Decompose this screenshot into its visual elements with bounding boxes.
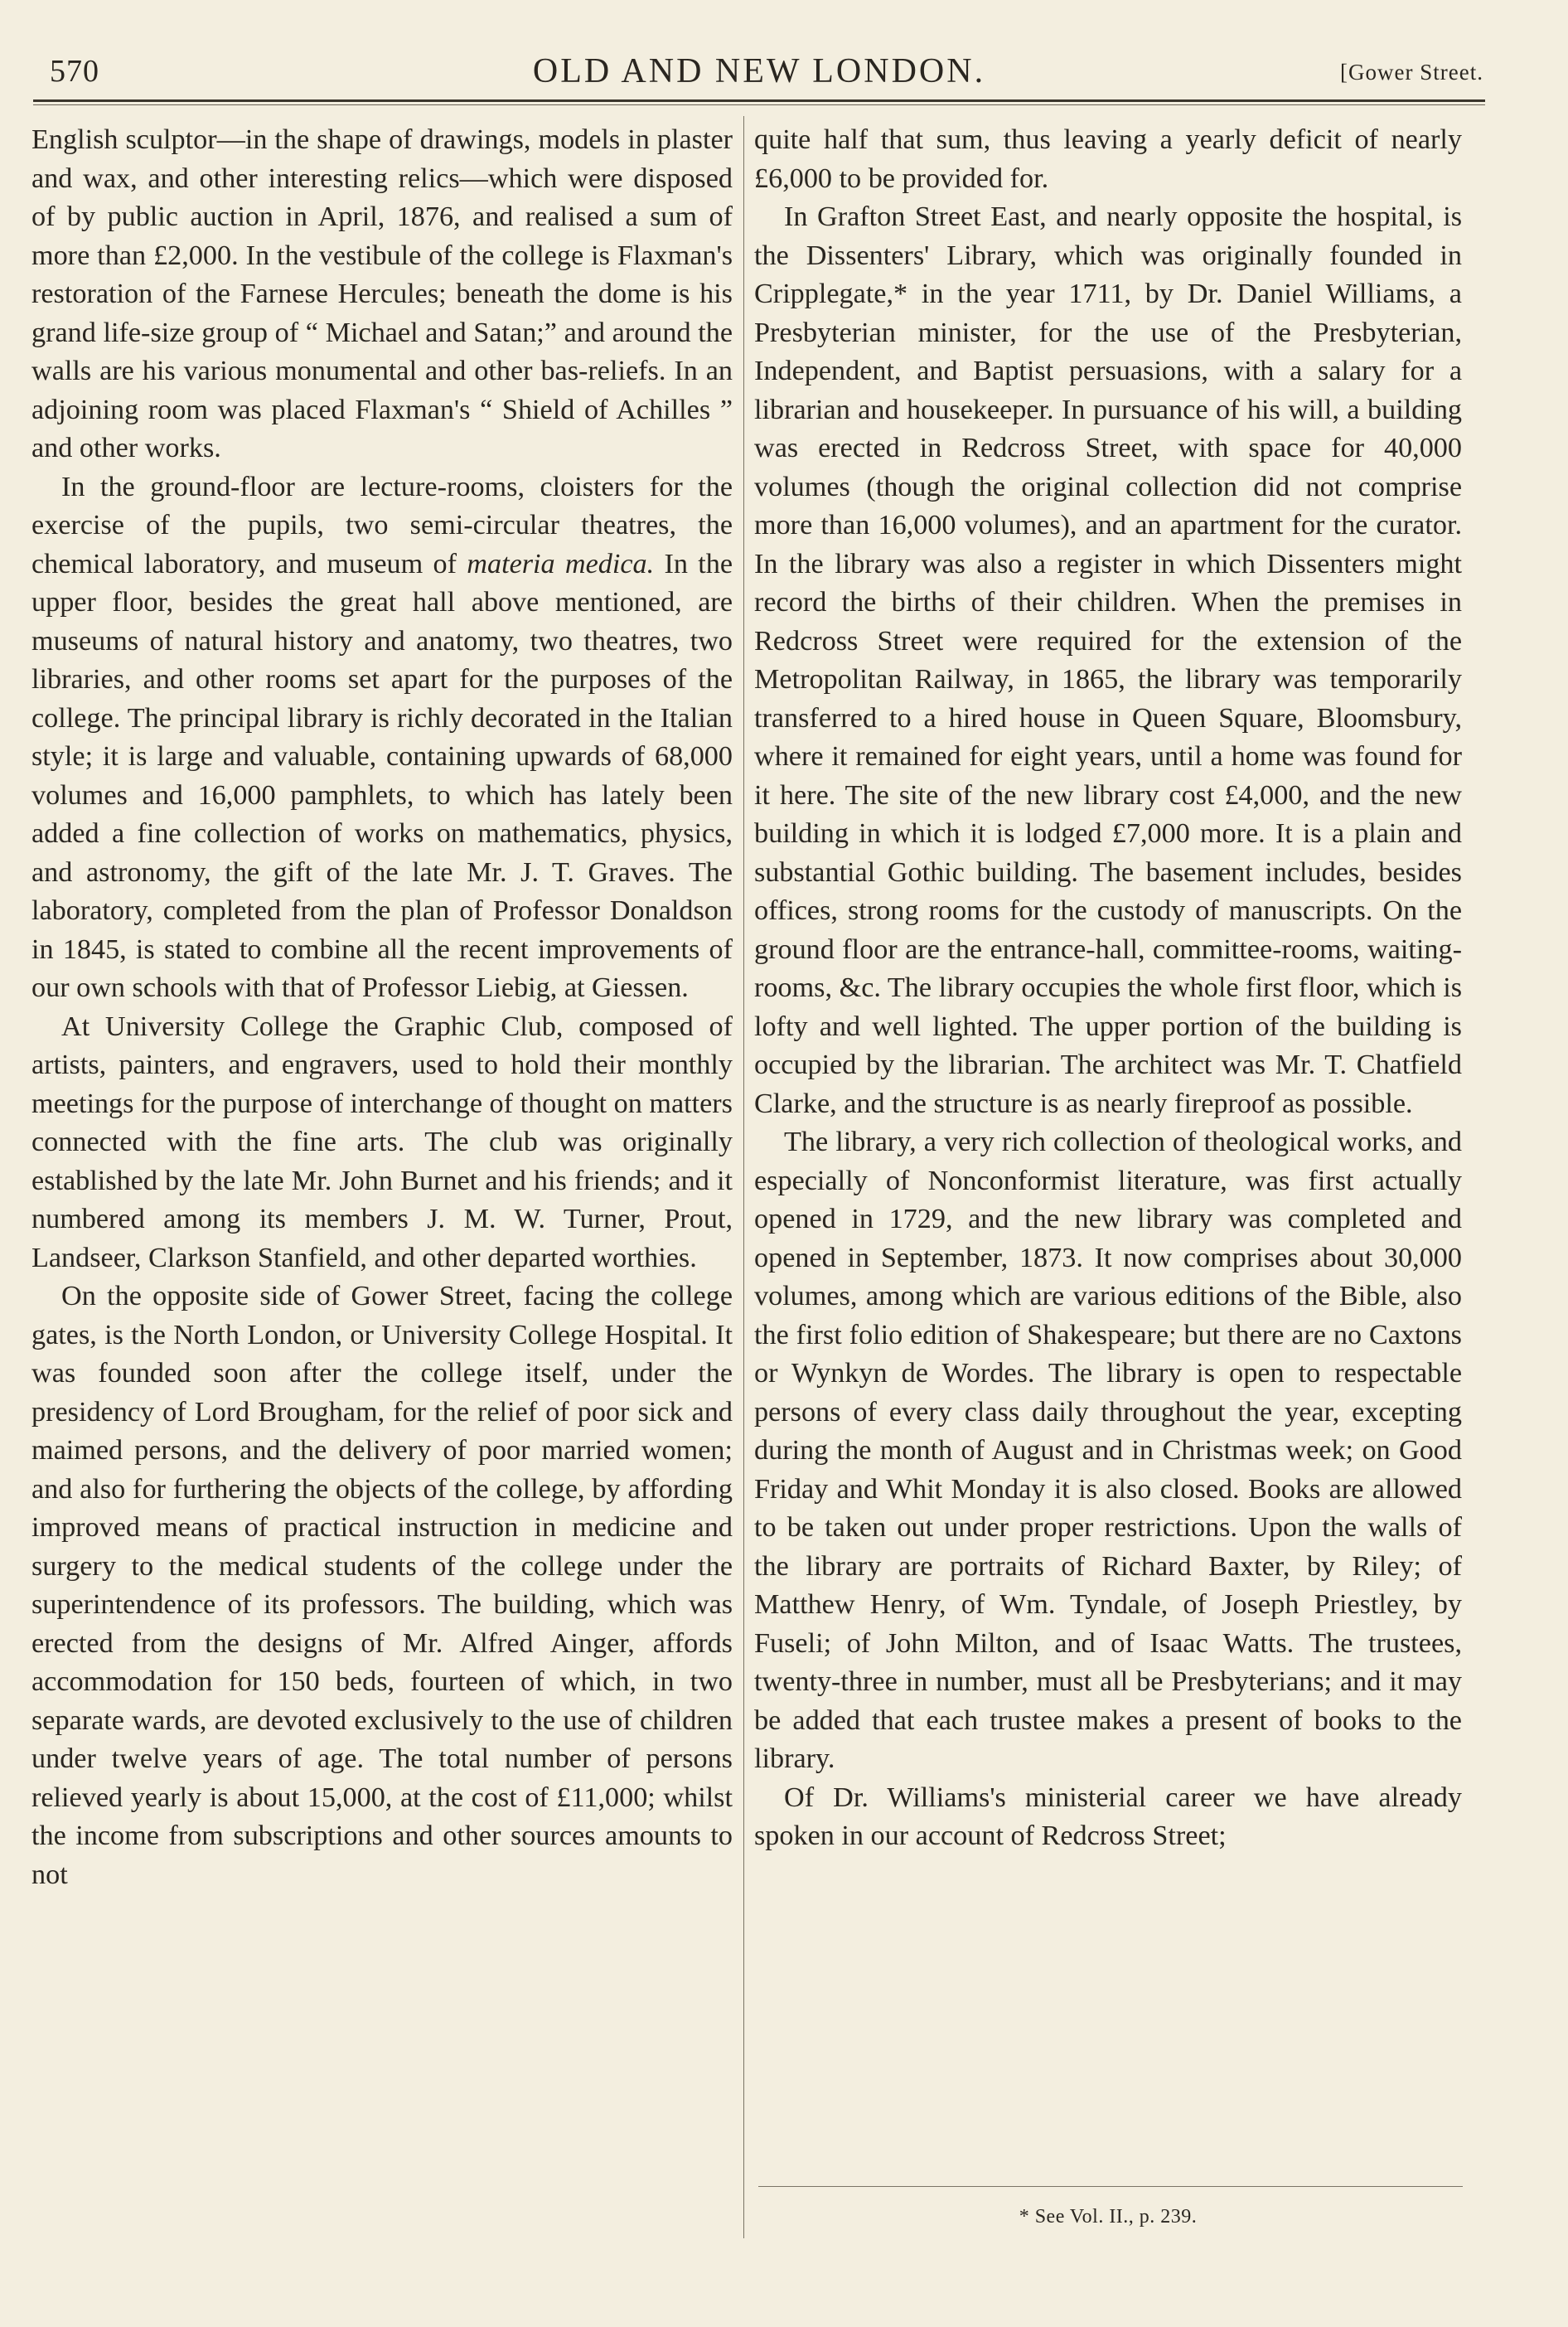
running-title: OLD AND NEW LONDON. (532, 52, 986, 90)
page-number: 570 (50, 54, 99, 89)
paragraph: quite half that sum, thus leaving a yearly deficit of nearly £6,000 to be provided for. (754, 124, 1462, 194)
paragraph (31, 468, 733, 1008)
paragraph: Of Dr. Williams's ministerial career we have already spoken in our account of Redcross Street; (754, 1782, 1462, 1851)
paragraph: At University College the Graphic Club, composed of artists, painters, and engravers, used to hold their monthly meetings for the purpose of interchange of thought on matters connected with the fine arts. The club was originally established by the late Mr. John Burnet and his friends; and it numbered among its members J. M. W. Turner, Prout, Landseer, Clarkson Stanfield, and other departed worthies. (31, 1011, 733, 1273)
paragraph: In Grafton Street East, and nearly opposite the hospital, is the Dissenters' Library, which was originally founded in Cripplegate,* in the year 1711, by Dr. Daniel Williams, a Presbyterian minister, for the use of the Presbyterian, Independent, and Baptist persuasions, with a salary for a librarian and housekeeper. In pursuance of his will, a building was erected in Redcross Street, with space for 40,000 volumes (though the original collection did not comprise more than 16,000 volumes), and an apartment for the curator. In the library was also a register in which Dissenters might record the births of their children. When the premises in Redcross Street were required for the extension of the Metropolitan Railway, in 1865, the library was temporarily transferred to a hired house in Queen Square, Bloomsbury, where it remained for eight years, until a home was found for it here. The site of the new library cost £4,000, and the new building in which it is lodged £7,000 more. It is a plain and substantial Gothic building. The basement includes, besides offices, strong rooms for the custody of manuscripts. On the ground floor are the entrance-hall, committee-rooms, waiting-rooms, &c. The library occupies the whole first floor, which is lofty and well lighted. The upper portion of the building is occupied by the librarian. The architect was Mr. T. Chatfield Clarke, and the structure is as nearly fireproof as possible. (754, 201, 1462, 1119)
paragraph-text: In the ground-floor are lecture-rooms, cloisters for the exercise of the pupils, two semi-circular theatres, the chemical laboratory, and museum of (31, 471, 733, 579)
column-divider (743, 116, 744, 2238)
paragraph: English sculptor—in the shape of drawings, models in plaster and wax, and other interesting relics—which were disposed of by public auction in April, 1876, and realised a sum of more than £2,000. In the vestibule of the college is Flaxman's restoration of the Farnese Hercules; beneath the dome is his grand life-size group of “ Michael and Satan;” and around the walls are his various monumental and other bas-reliefs. In an adjoining room was placed Flaxman's “ Shield of Achilles ” and other works. (31, 124, 733, 463)
paragraph-text: In the upper floor, besides the great hall above mentioned, are museums of natural history and anatomy, two theatres, two libraries, and other rooms set apart for the purposes of the college. The principal library is richly decorated in the Italian style; it is large and valuable, containing upwards of 68,000 volumes and 16,000 pamphlets, to which has lately been added a fine collection of works on mathematics, physics, and astronomy, the gift of the late Mr. J. T. Graves. The laboratory, completed from the plan of Professor Donaldson in 1845, is stated to combine all the recent improvements of our own schools with that of Professor Liebig, at Giessen. (31, 548, 733, 1003)
paragraph: On the opposite side of Gower Street, facing the college gates, is the North London, or University College Hospital. It was founded soon after the college itself, under the presidency of Lord Brougham, for the relief of poor sick and maimed persons, and the delivery of poor married women; and also for furthering the objects of the college, by affording improved means of practical instruction in medicine and surgery to the medical students of the college under the superintendence of its professors. The building, which was erected from the designs of Mr. Alfred Ainger, affords accommodation for 150 beds, fourteen of which, in two separate wards, are devoted exclusively to the use of children under twelve years of age. The total number of persons relieved yearly is about 15,000, at the cost of £11,000; whilst the income from subscriptions and other sources amounts to not (31, 1281, 733, 1890)
right-column (754, 121, 1462, 1856)
footnote-rule (758, 2186, 1463, 2187)
section-reference: [Gower Street. (1340, 60, 1483, 85)
page-header (33, 51, 1485, 99)
header-rule (33, 99, 1485, 102)
paragraph: The library, a very rich collection of theological works, and especially of Nonconformist literature, was first actually opened in 1729, and the new library was completed and opened in September, 1873. It now comprises about 30,000 volumes, among which are various editions of the Bible, also the first folio edition of Shakespeare; but there are no Caxtons or Wynkyn de Wordes. The library is open to respectable persons of every class daily throughout the year, excepting during the month of August and in Christmas week; on Good Friday and Whit Monday it is also closed. Books are allowed to be taken out under proper restrictions. Upon the walls of the library are portraits of Richard Baxter, by Riley; of Matthew Henry, of Wm. Tyndale, of Joseph Priestley, by Fuseli; of John Milton, and of Isaac Watts. The trustees, twenty-three in number, must all be Presbyterians; and it may be added that each trustee makes a present of books to the library. (754, 1127, 1462, 1774)
header-rule-thin (33, 104, 1485, 105)
left-column (31, 121, 733, 1894)
italic-term: materia medica. (467, 548, 655, 579)
footnote: * See Vol. II., p. 239. (1019, 2206, 1198, 2228)
